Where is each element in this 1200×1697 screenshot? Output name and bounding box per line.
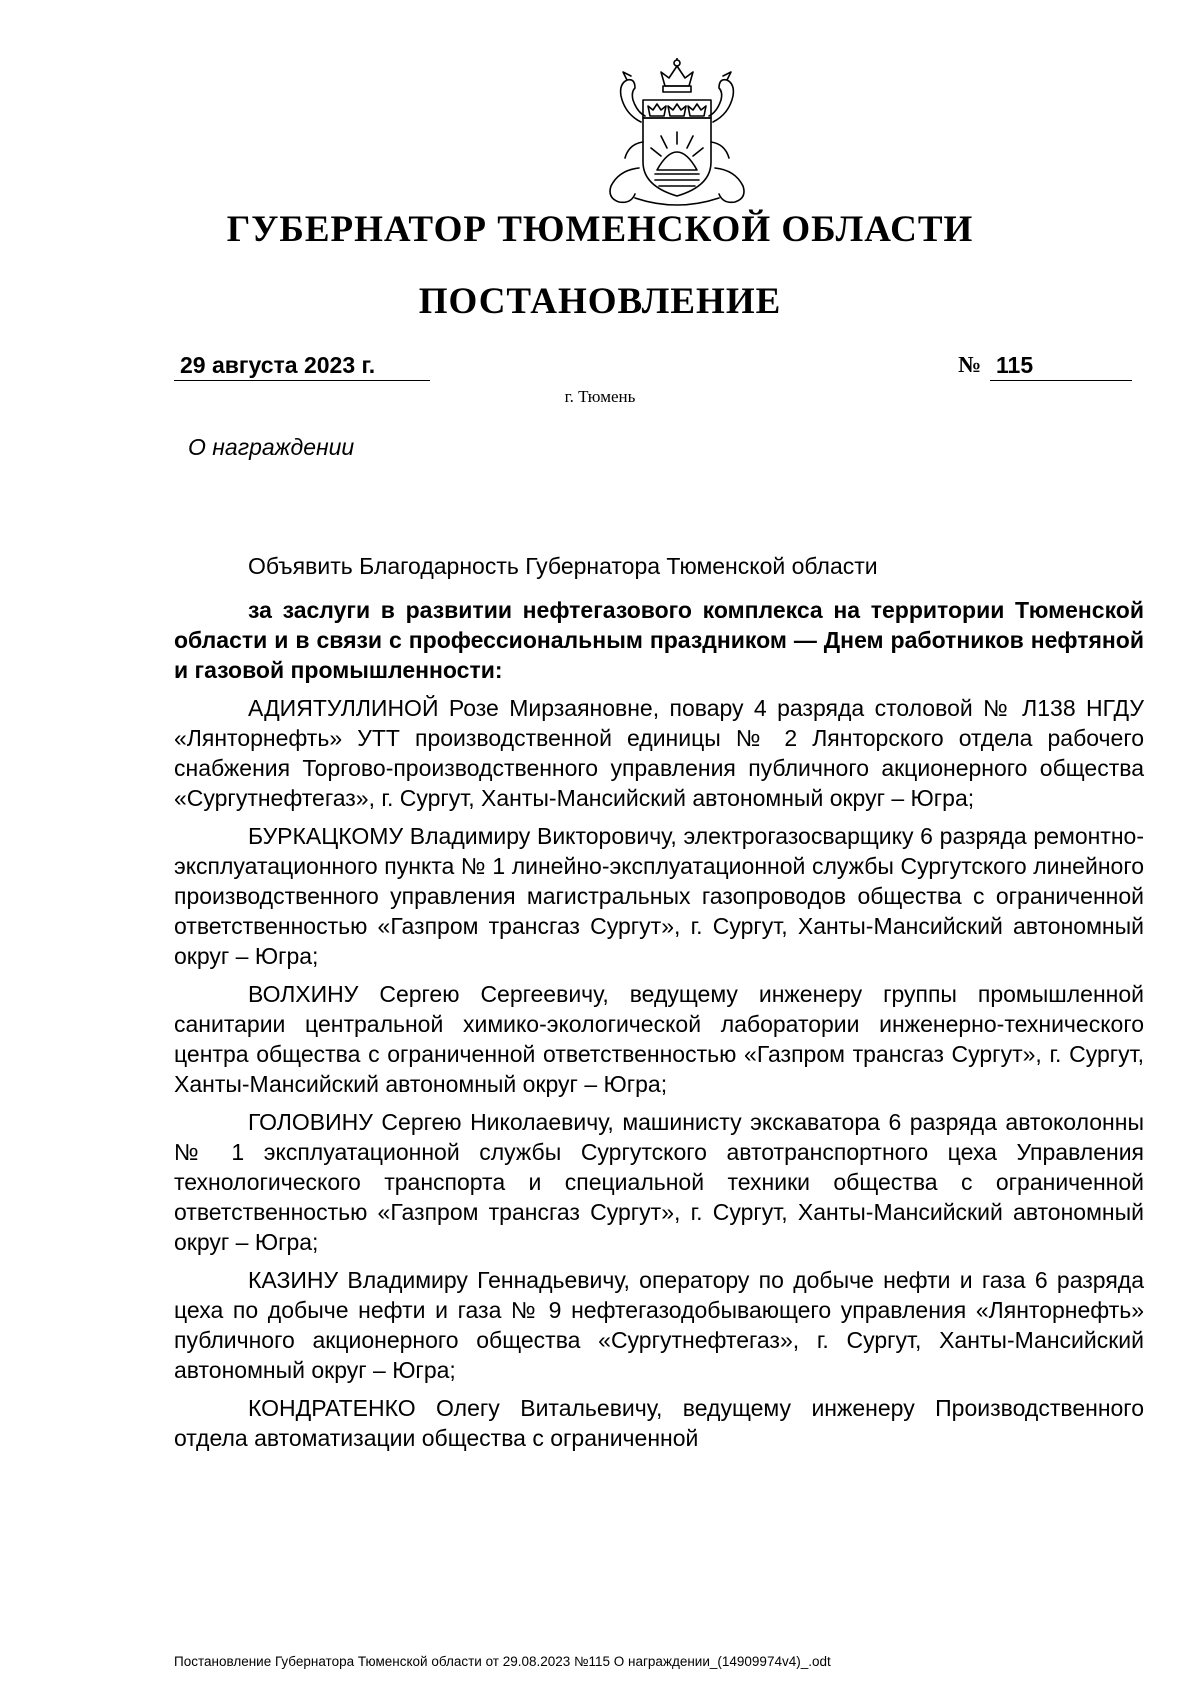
awardee-paragraph: ВОЛХИНУ Сергею Сергеевичу, ведущему инженеру группы промышленной санитарии центральной химико-экологической лаборатории инженерно-технического центра общества с ограниченной ответственностью «Газпром трансгаз Сургут», г. Сургут, Ханты-Мансийский автономный округ – Югра; <box>174 981 1144 1097</box>
reason-paragraph: за заслуги в развитии нефтегазового комплекса на территории Тюменской области и в связи с профессиональным праздником — Днем работников нефтяной и газовой промышленности: <box>174 597 1144 683</box>
issuing-authority: ГУБЕРНАТОР ТЮМЕНСКОЙ ОБЛАСТИ <box>226 209 974 250</box>
coat-of-arms-emblem <box>595 58 759 210</box>
awardee-paragraph: КАЗИНУ Владимиру Геннадьевичу, оператору по добыче нефти и газа 6 разряда цеха по добыче нефти и газа № 9 нефтегазодобывающего управления «Лянторнефть» публичного акционерного общества «Сургутнефтегаз», г. Сургут, Ханты-Мансийский автономный округ – Югра; <box>174 1267 1144 1383</box>
document-subject: О награждении <box>188 434 355 460</box>
intro-paragraph: Объявить Благодарность Губернатора Тюменской области <box>248 553 878 579</box>
document-type: ПОСТАНОВЛЕНИЕ <box>418 281 782 322</box>
city-label: г. Тюмень <box>564 387 636 406</box>
awardee-paragraph: КОНДРАТЕНКО Олегу Витальевичу, ведущему инженеру Производственного отдела автоматизации общества с ограниченной <box>174 1395 1144 1451</box>
awardee-paragraph: АДИЯТУЛЛИНОЙ Розе Мирзаяновне, повару 4 разряда столовой № Л138 НГДУ «Лянторнефть» УТТ производственной единицы № 2 Лянторского отдела рабочего снабжения Торгово-производственного управления публичного акционерного общества «Сургутнефтегаз», г. Сургут, Ханты-Мансийский автономный округ – Югра; <box>174 695 1144 811</box>
number-sign: № <box>958 352 982 377</box>
awardee-paragraph: ГОЛОВИНУ Сергею Николаевичу, машинисту экскаватора 6 разряда автоколонны № 1 эксплуатационной службы Сургутского автотранспортного цеха Управления технологического транспорта и специальной техники общества с ограниченной ответственностью «Газпром трансгаз Сургут», г. Сургут, Ханты-Мансийский автономный округ – Югра; <box>174 1109 1144 1255</box>
footer-filename: Постановление Губернатора Тюменской области от 29.08.2023 №115 О награждении_(14909974v4)_.odt <box>174 1654 831 1669</box>
document-number: 115 <box>990 350 1132 381</box>
awardee-paragraph: БУРКАЦКОМУ Владимиру Викторовичу, электрогазосварщику 6 разряда ремонтно-эксплуатационного пункта № 1 линейно-эксплуатационной службы Сургутского линейного производственного управления магистральных газопроводов общества с ограниченной ответственностью «Газпром трансгаз Сургут», г. Сургут, Ханты-Мансийский автономный округ – Югра; <box>174 823 1144 969</box>
document-date: 29 августа 2023 г. <box>174 350 430 381</box>
document-body <box>174 551 1144 1461</box>
